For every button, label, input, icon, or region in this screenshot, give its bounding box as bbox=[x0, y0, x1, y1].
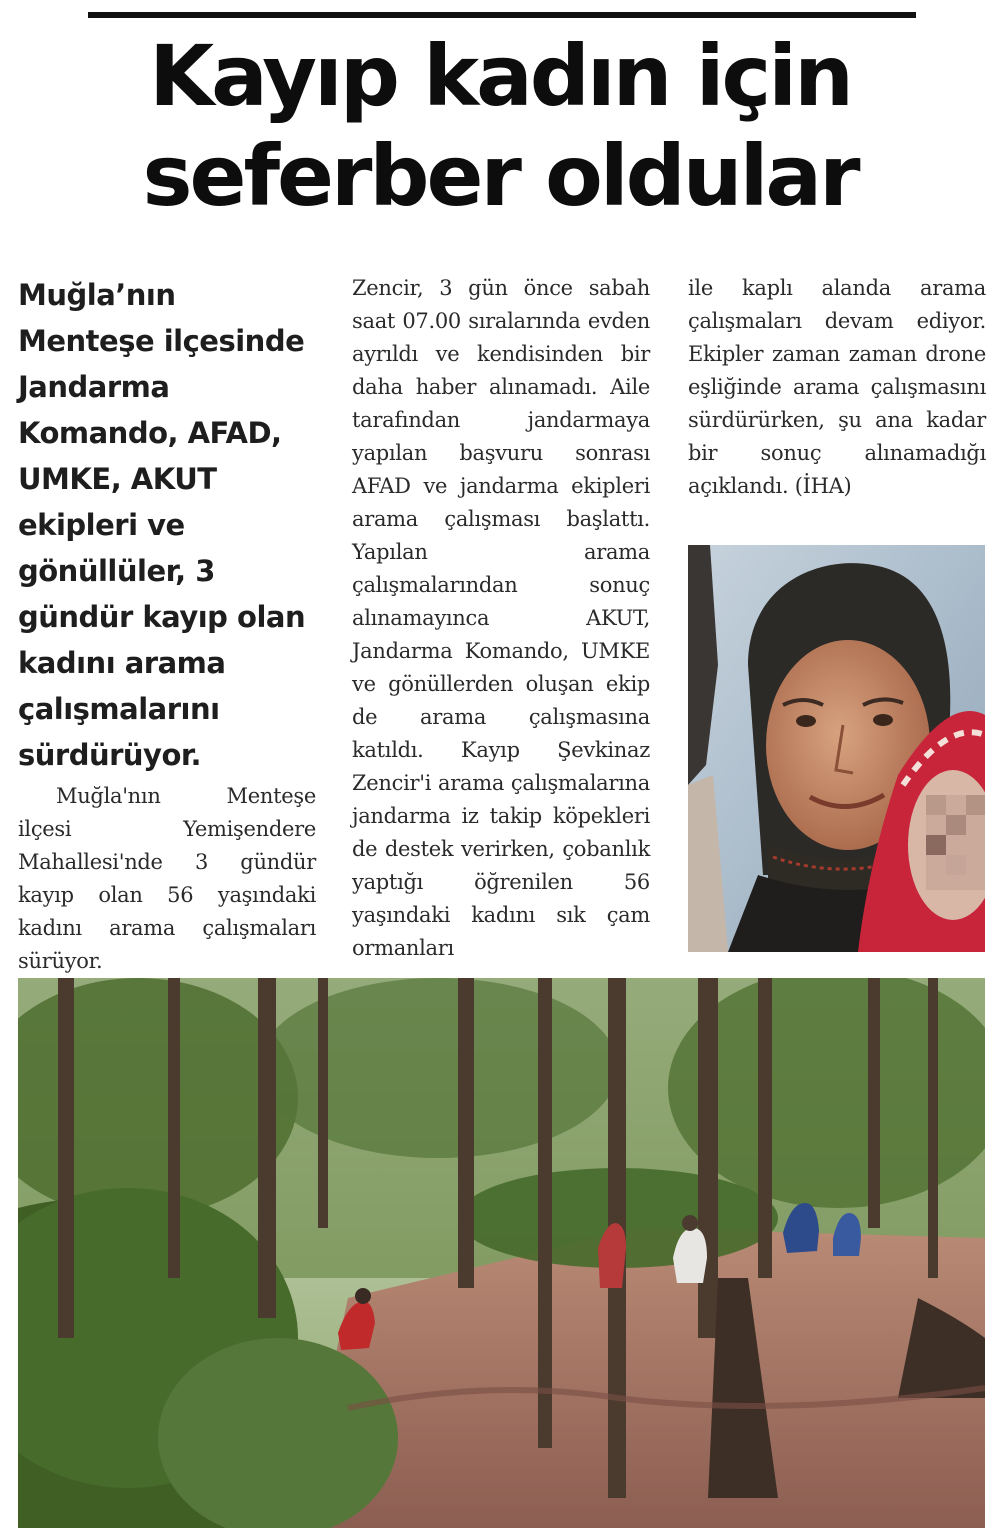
missing-woman-photo bbox=[688, 545, 985, 952]
top-rule bbox=[88, 12, 916, 18]
headline bbox=[60, 26, 940, 226]
search-area-photo bbox=[18, 978, 985, 1528]
headline-line-1: Kayıp kadın için bbox=[149, 27, 851, 125]
column-3 bbox=[688, 272, 986, 503]
body-paragraph-4: ile kaplı alanda arama çalışmaları devam ediyor. Ekipler zaman zaman drone eşliğinde arama çalışmasını sürdürürken, şu ana kadar bir sonuç alınamadığı açıklandı. (İHA) bbox=[688, 276, 986, 498]
portrait-illustration bbox=[688, 545, 985, 952]
column-2 bbox=[352, 272, 650, 965]
column-1 bbox=[18, 272, 316, 1011]
forest-illustration bbox=[18, 978, 985, 1528]
body-paragraph-3: Zencir, 3 gün önce sabah saat 07.00 sıralarında evden ayrıldı ve kendisinden bir daha haber alınamadı. Aile tarafından jandarmaya yapılan başvuru sonrası AFAD ve jandarma ekipleri arama çalışması başlattı. Yapılan arama çalışmalarından sonuç alınamayınca AKUT, Jandarma Komando, UMKE ve gönüllerden oluşan ekip de arama çalışmasına katıldı. Kayıp Şevkinaz Zencir'i arama çalışmalarına jandarma iz takip köpekleri de destek verirken, çobanlık yaptığı öğrenilen 56 yaşındaki kadını sık çam ormanları bbox=[352, 276, 650, 960]
headline-line-2: seferber oldular bbox=[142, 127, 858, 225]
body-paragraph-1: Muğla'nın Menteşe ilçesi Yemişendere Mahallesi'nde 3 gündür kayıp olan 56 yaşındaki kadını arama çalışmaları sürüyor. bbox=[18, 784, 316, 973]
lead-paragraph: Muğla’nın Menteşe ilçesinde Jandarma Komando, AFAD, UMKE, AKUT ekipleri ve gönüllüler, 3 gündür kayıp olan kadını arama çalışmalarını sürdürüyor. bbox=[18, 278, 306, 772]
